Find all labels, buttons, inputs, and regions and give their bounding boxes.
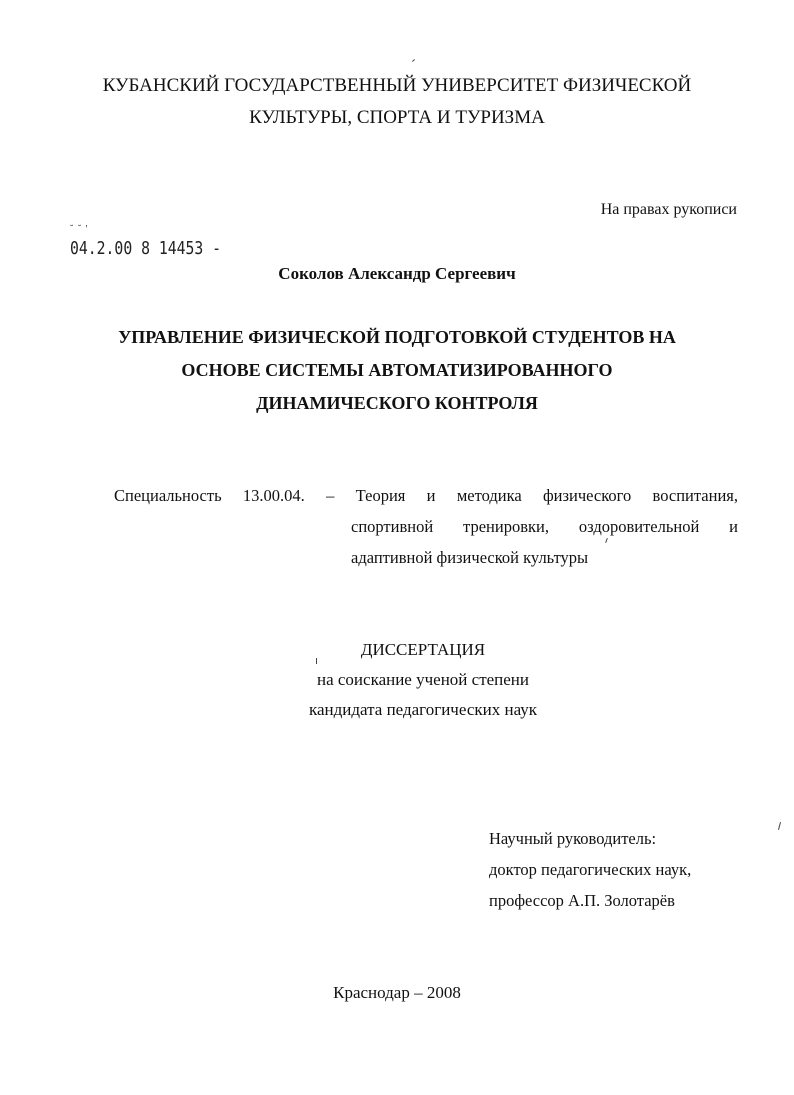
- scan-speck: [316, 658, 317, 664]
- dissertation-purpose: на соискание ученой степени: [316, 670, 530, 689]
- manuscript-note: На правах рукописи: [600, 201, 737, 218]
- specialty-code: 13.00.04.: [242, 486, 305, 505]
- scan-speck: [778, 822, 781, 830]
- supervisor-degree: доктор педагогических наук,: [489, 860, 692, 879]
- registration-stamp-number: 04.2.00 8 14453 -: [70, 238, 222, 259]
- supervisor-label: Научный руководитель:: [489, 829, 657, 848]
- dissertation-degree: кандидата педагогических наук: [308, 700, 538, 719]
- city-year: Краснодар – 2008: [333, 983, 461, 1002]
- title-line-2: ОСНОВЕ СИСТЕМЫ АВТОМАТИЗИРОВАННОГО: [181, 360, 613, 380]
- dissertation-title: [0, 321, 794, 420]
- supervisor-name: профессор А.П. Золотарёв: [489, 891, 675, 910]
- specialty-line-3: адаптивной физической культуры: [351, 548, 589, 567]
- supervisor-block: [489, 823, 691, 916]
- specialty-label: Специальность: [114, 486, 222, 505]
- dissertation-block: [26, 635, 794, 725]
- university-line-1: КУБАНСКИЙ ГОСУДАРСТВЕННЫЙ УНИВЕРСИТЕТ ФИЗИЧЕСКОЙ: [102, 75, 692, 96]
- dissertation-type: ДИССЕРТАЦИЯ: [360, 640, 486, 659]
- specialty-line-2: спортивной тренировки, оздоровительной и: [351, 517, 738, 536]
- title-line-3: ДИНАМИЧЕСКОГО КОНТРОЛЯ: [256, 393, 538, 413]
- stamp-mark: ˘ ˘ ': [70, 224, 89, 235]
- title-line-1: УПРАВЛЕНИЕ ФИЗИЧЕСКОЙ ПОДГОТОВКОЙ СТУДЕНТОВ НА: [118, 327, 676, 347]
- university-line-2: КУЛЬТУРЫ, СПОРТА И ТУРИЗМА: [249, 107, 545, 128]
- university-name: [0, 70, 794, 134]
- specialty-text-1: Теория и методика физического воспитания,: [355, 486, 738, 505]
- author-name: Соколов Александр Сергеевич: [278, 264, 516, 283]
- specialty-line-1: [114, 480, 738, 511]
- scan-speck: [412, 59, 415, 62]
- specialty-dash: –: [326, 486, 335, 505]
